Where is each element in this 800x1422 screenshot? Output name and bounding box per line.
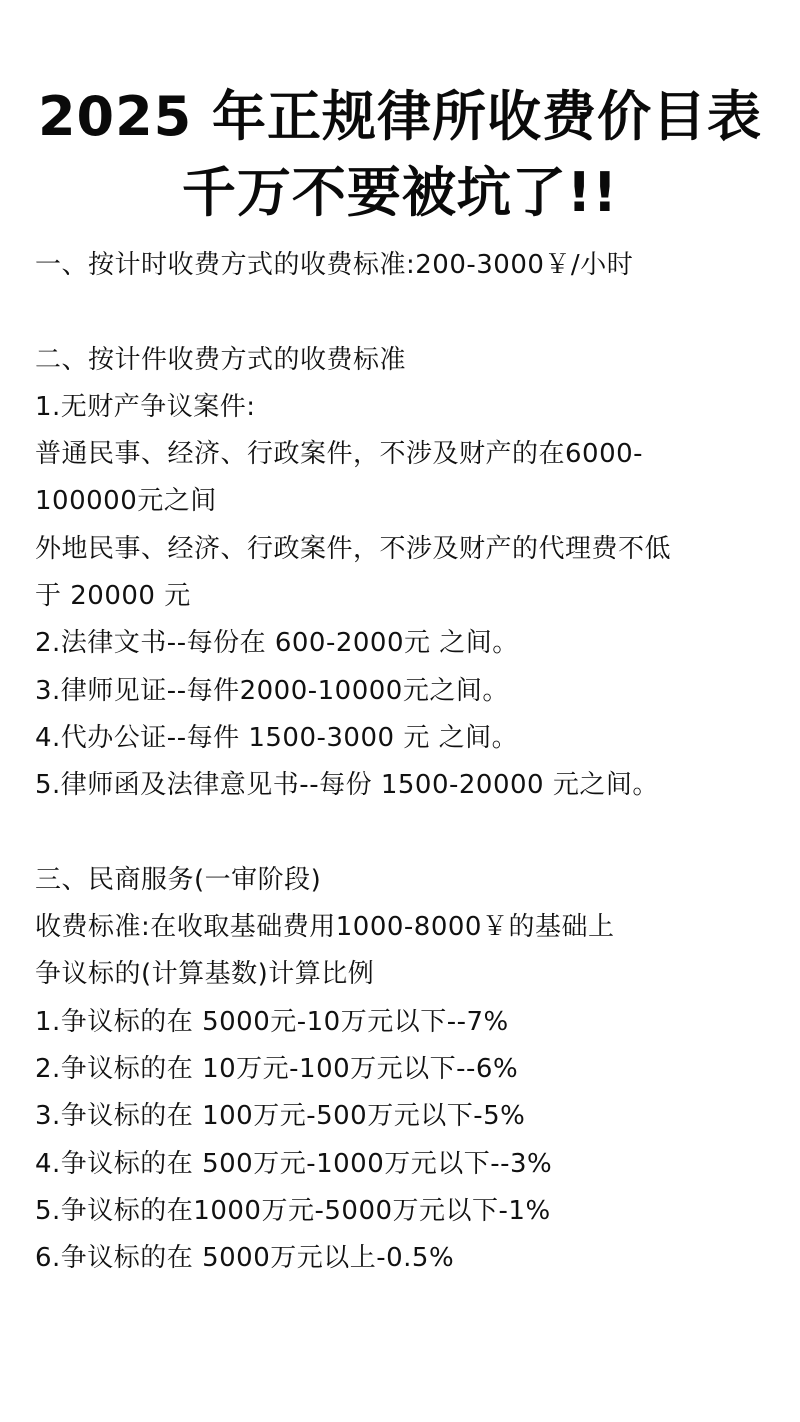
section-2-line-1: 1.无财产争议案件: — [35, 391, 256, 422]
section-2-line-4: 外地民事、经济、行政案件，不涉及财产的代理费不低 — [35, 533, 672, 564]
title-line-2: 千万不要被坑了!! — [181, 161, 619, 224]
spacer — [35, 810, 775, 857]
section-3-line-3: 1.争议标的在 5000元-10万元以下--7% — [35, 1006, 509, 1037]
section-3-line-2: 争议标的(计算基数)计算比例 — [35, 959, 375, 990]
section-2-line-8: 4.代办公证--每件 1500-3000 元 之间。 — [35, 722, 519, 753]
section-2-line-6: 2.法律文书--每份在 600-2000元 之间。 — [35, 628, 519, 659]
section-3-line-1: 收费标准:在收取基础费用1000-8000￥的基础上 — [35, 912, 615, 943]
section-3-line-4: 2.争议标的在 10万元-100万元以下--6% — [35, 1054, 519, 1085]
section-3-line-6: 4.争议标的在 500万元-1000万元以下--3% — [35, 1148, 553, 1179]
section-3-line-7: 5.争议标的在1000万元-5000万元以下-1% — [35, 1195, 551, 1226]
section-3-line-8: 6.争议标的在 5000万元以上-0.5% — [35, 1243, 455, 1274]
fee-list — [35, 242, 775, 1283]
section-2-line-5: 于 20000 元 — [35, 581, 191, 612]
title-line-1: 2025 年正规律所收费价目表 — [37, 85, 763, 148]
section-1-heading: 一、按计时收费方式的收费标准:200-3000￥/小时 — [35, 250, 634, 280]
section-3-line-5: 3.争议标的在 100万元-500万元以下-5% — [35, 1101, 526, 1132]
section-2-line-2: 普通民事、经济、行政案件，不涉及财产的在6000- — [35, 439, 644, 470]
section-2-line-3: 100000元之间 — [35, 486, 217, 517]
spacer — [35, 289, 775, 336]
section-2-line-9: 5.律师函及法律意见书--每份 1500-20000 元之间。 — [35, 770, 659, 801]
section-3-heading: 三、民商服务(一审阶段) — [35, 864, 322, 895]
section-2-line-7: 3.律师见证--每件2000-10000元之间。 — [35, 675, 509, 706]
section-2-heading: 二、按计件收费方式的收费标准 — [35, 344, 407, 375]
